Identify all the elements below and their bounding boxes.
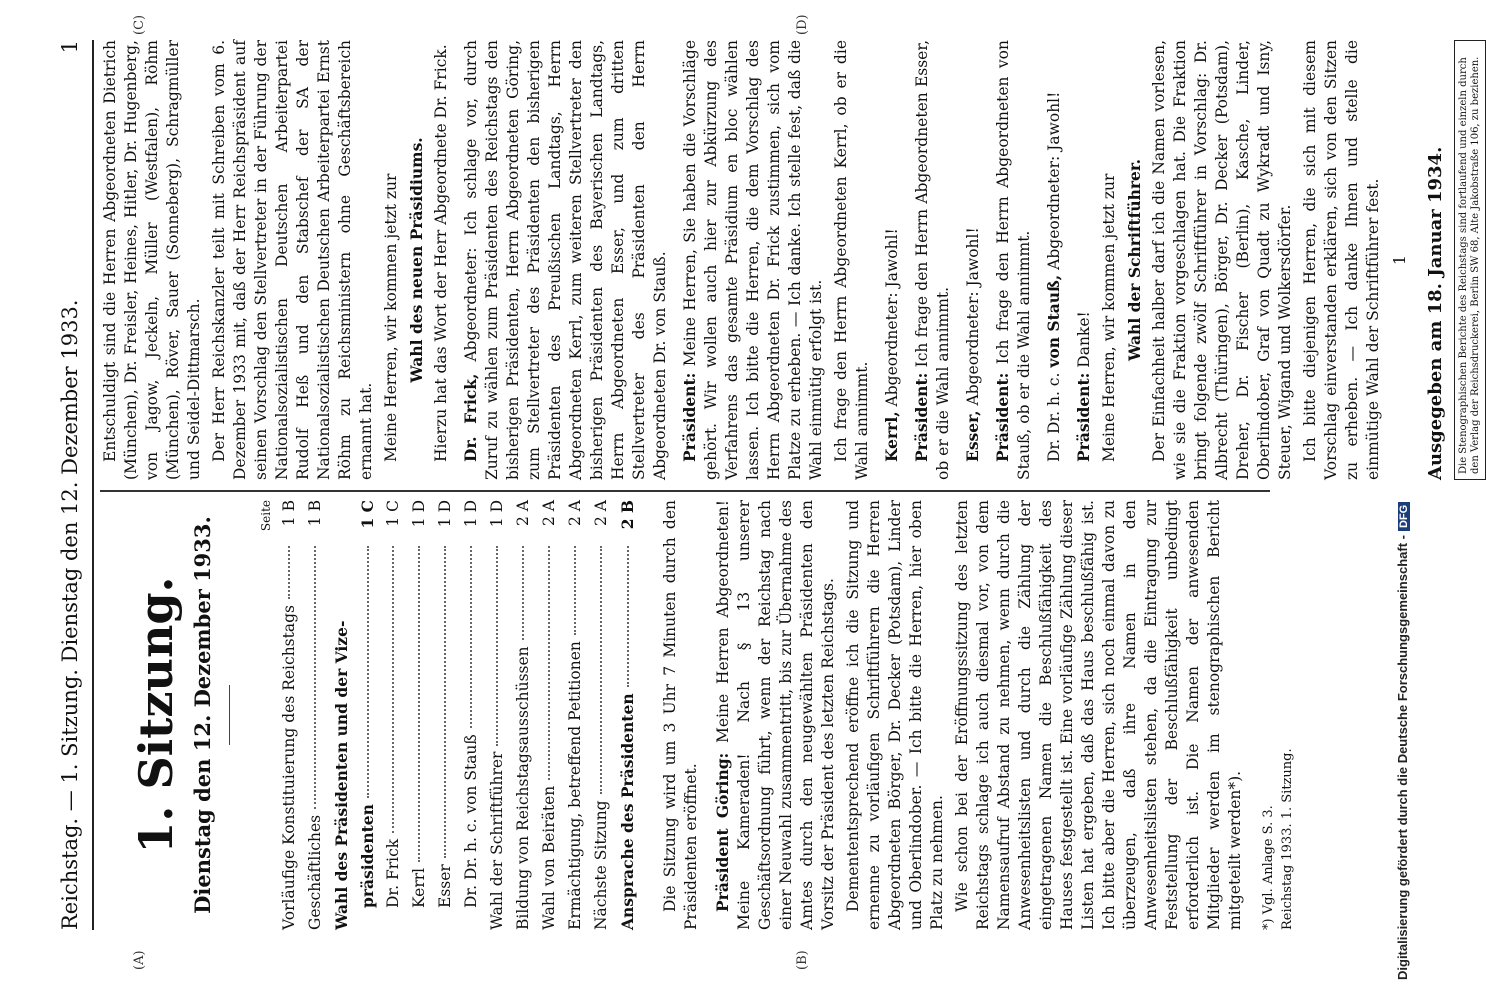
toc-entry-text: Wahl von Beiräten	[540, 785, 558, 930]
speaker-prefix: Dr. Dr. h. c.	[1045, 372, 1063, 462]
speech-paragraph: Ich frage den Herrn Abgeordneten Kerrl, ob er die Wahl annimmt.	[832, 40, 871, 480]
toc-entry-page: 2 B	[618, 500, 637, 530]
toc-entry	[461, 500, 482, 930]
toc-entry	[435, 500, 456, 930]
toc-entry-page: 1 D	[462, 500, 480, 528]
speech-frick	[460, 40, 671, 480]
toc-entry-page: 1 B	[280, 500, 298, 527]
speech-text: Abgeordneter: Jawohl!	[964, 227, 982, 406]
toc-entry	[409, 500, 430, 930]
toc-leader	[522, 546, 524, 640]
toc-leader	[392, 546, 394, 833]
vote-paragraph: Ich bitte diejenigen Herren, die sich mit diesem Vorschlag einverstanden erklären, sich von den Sitzen zu erheben. — Ich danke Ihnen und stelle die einmütige Wahl der Schriftführer fest.	[1301, 40, 1382, 480]
speech-text: Meine Herren, Sie haben die Vorschläge gehört. Wir wollen auch hier zur Abkürzung des Verfahrens das gesamte Präsidium en bloc wählen lassen. Ich bitte die Herren, die dem Vorschlag des Herrn Abgeordneten Dr. Frick zustimmen, sich vom Platze zu erheben. — Ich danke. Ich stelle fest, daß die Wahl einmütig erfolgt ist.	[681, 40, 825, 480]
toc-entry	[383, 500, 404, 930]
toc-entry-text: Dr. Dr. h. c. von Stauß	[462, 734, 480, 908]
toc-leader	[496, 546, 498, 746]
toc-entry	[617, 500, 638, 930]
speaker-name: von Stauß,	[1044, 274, 1063, 368]
toc-entry-text: Nächste Sitzung	[592, 800, 610, 930]
title-rule	[229, 685, 230, 745]
speech-praesident	[1073, 40, 1095, 480]
toc-entry-text: Ansprache des Präsidenten	[618, 693, 637, 930]
section-heading-praesidium: Wahl des neuen Präsidiums.	[407, 137, 426, 383]
speech-text: Abgeordneter: Jawohl!	[883, 228, 901, 407]
toc-entry	[539, 500, 560, 930]
toc-entry	[331, 500, 352, 930]
speech-text: Abgeordneter: Jawohl!	[1045, 91, 1063, 270]
toc-leader	[288, 546, 290, 599]
toc-entry-page: 2 A	[540, 500, 558, 526]
speech-paragraph: Demententsprechend eröffne ich die Sitzung und ernenne zu vorläufigen Schriftführern die Herren Abgeordneten Börger, Dr. Decker (Potsdam), Linder und Oberlindober. — Ich bitte die Herren, hier oben Platz zu nehmen.	[844, 500, 946, 930]
toc-entry-text: Esser	[436, 864, 454, 908]
toc-entry	[591, 500, 612, 930]
speech-kerrl	[881, 40, 903, 480]
speech-stauss	[1043, 40, 1065, 480]
toc-leader	[627, 546, 629, 687]
right-column	[100, 40, 1486, 480]
toc-leader	[470, 546, 472, 728]
header-page-number: 1	[58, 40, 82, 54]
toc-entry-page: 2 A	[514, 500, 532, 526]
header-title: Reichstag. — 1. Sitzung. Dienstag den 12. Dezember 1933.	[58, 299, 82, 930]
toc-leader	[548, 546, 550, 780]
session-title: 1. Sitzung.	[129, 576, 183, 854]
toc-entry-page: 1 B	[306, 500, 324, 527]
frick-intro: Hierzu hat das Wort der Herr Abgeordnete Dr. Frick.	[432, 44, 450, 462]
table-of-contents	[279, 500, 638, 930]
toc-entry-page: 1 D	[410, 500, 428, 528]
toc-entry	[357, 500, 378, 930]
speech-text: Abgeordneter: Ich schlage vor, durch Zuruf zu wählen zum Präsidenten des Reichstags den bisherigen Präsidenten, Herrn Abgeordneten Göring, zum Stellvertreter des Präsidenten den bisherigen Präsidenten des Preußischen Landtags, Herrn Abgeordneten Kerrl, zum weiteren Stellvertreter den bisherigen Präsidenten des Bayerischen Landtags, Herrn Abgeordneten Esser, und zum dritten Stellvertreter des Präsidenten den Herrn Abgeordneten Dr. von Stauß.	[462, 39, 669, 480]
margin-mark-d: (D)	[795, 14, 810, 35]
speaker-name: Präsident Göring:	[713, 752, 732, 912]
speech-paragraph	[712, 500, 839, 930]
sheet-number: 1	[1391, 255, 1409, 265]
margin-mark-c: (C)	[132, 14, 147, 35]
toc-entry	[565, 500, 586, 930]
toc-leader	[418, 546, 420, 862]
toc-leader	[444, 546, 446, 858]
opening-line: Die Sitzung wird um 3 Uhr 7 Minuten durch den Präsidenten eröffnet.	[661, 500, 700, 930]
toc-leader	[574, 546, 576, 635]
dfg-logo: DFG	[1398, 502, 1410, 531]
toc-entry-page: 1 D	[436, 500, 454, 528]
speaker-name: Präsident:	[680, 372, 699, 462]
chancellor-paragraph: Der Herr Reichskanzler teilt mit Schreiben vom 6. Dezember 1933 mit, daß der Herr Reichspräsident auf seinen Vorschlag den Stellvertreter in der Führung der Nationalsozialistischen Deutschen Arbeiterpartei Rudolf Heß und den Stabschef der SA der Nationalsozialistischen Deutschen Arbeiterpartei Ernst Röhm zu Reichsministern ohne Geschäftsbereich ernannt hat.	[210, 40, 375, 480]
digitization-credit	[1395, 502, 1410, 980]
speech-praesident	[679, 40, 827, 480]
credit-text: Digitalisierung gefördert durch die Deutsche Forschungsgemeinschaft -	[1395, 535, 1410, 980]
speaker-name: Esser,	[963, 410, 982, 462]
speech-text: Danke!	[1075, 311, 1093, 368]
running-header	[58, 40, 94, 930]
toc-leader	[314, 546, 316, 809]
column-divider	[100, 490, 1270, 492]
toc-entry-text: Wahl der Schriftführer	[488, 751, 506, 930]
toc-entry	[513, 500, 534, 930]
speech-text: Ich frage den Herrn Abgeordneten Esser, ob er die Wahl annimmt.	[913, 40, 952, 480]
speech-praesident	[992, 40, 1035, 480]
excused-paragraph: Entschuldigt sind die Herren Abgeordneten Dietrich (München), Dr. Freisler, Heines, Hitler, Dr. Hugenberg, von Jagow, Jeckeln, Müller (Westfalen), Röhm (München), Röver, Sauer (Sonneberg), Schragmüller und Seidel-Dittmarsch.	[101, 40, 203, 480]
publisher-imprint: Die Stenographischen Berichte des Reichstags sind fortlaufend und einzeln durch den Verlag der Reichsdruckerei, Berlin SW 68, Alte Jakobstraße 106, zu beziehen.	[1454, 40, 1486, 480]
toc-entry-text: Dr. Frick	[384, 838, 402, 908]
toc-entry-page: 2 A	[592, 500, 610, 526]
toc-entry-page: 1 C	[358, 500, 377, 529]
toc-entry-text: Vorläufige Konstituierung des Reichstags	[280, 605, 298, 930]
toc-entry-text: Geschäftliches	[306, 814, 324, 930]
toc-entry-page: 1 D	[488, 500, 506, 528]
nominees-paragraph: Der Einfachheit halber darf ich die Namen vorlesen, wie sie die Fraktion vorgeschlagen hat. Die Fraktion bringt folgende zwölf Schriftführer in Vorschlag: Dr. Albrecht (Thüringen), Börger, Dr. Decker (Potsdam), Dreher, Dr. Fischer (Berlin), Kasche, Linder, Oberlindober, Graf von Quadt zu Wykradt und Isny, Steuer, Wigand und Wolkersdörfer.	[1150, 40, 1294, 480]
speech-text: Ich frage den Herrn Abgeordneten von Stauß, ob er die Wahl annimmt.	[994, 40, 1033, 480]
toc-entry	[305, 500, 326, 930]
toc-leader	[367, 546, 369, 798]
margin-mark-a: (A)	[132, 950, 147, 970]
toc-entry-text: Bildung von Reichstagsausschüssen	[514, 646, 532, 930]
speaker-name: Präsident:	[912, 372, 931, 462]
footer-note: Reichstag 1933. 1. Sitzung.	[1280, 748, 1295, 930]
toc-entry-text: Wahl des Präsidenten und der Vize-	[332, 620, 351, 930]
speaker-name: Dr. Frick,	[461, 373, 480, 462]
section-heading-schriftfuehrer: Wahl der Schriftführer.	[1125, 158, 1144, 362]
speech-text: Meine Herren Abgeordneten! Meine Kameraden! Nach § 13 unserer Geschäftsordnung führt, wenn der Reichstag nach einer Neuwahl zusammentritt, bis zur Übernahme des Amtes durch den neugewählten Präsidenten den Vorsitz der Präsident des letzten Reichstags.	[714, 500, 837, 930]
speech-esser	[962, 40, 984, 480]
seite-label: Seite	[259, 500, 273, 532]
toc-entry	[487, 500, 508, 930]
speaker-name: Präsident:	[993, 372, 1012, 462]
transition-text: Meine Herren, wir kommen jetzt zur	[382, 173, 400, 462]
toc-entry-text: Kerrl	[410, 867, 428, 908]
toc-entry-page: 2 A	[566, 500, 584, 526]
margin-mark-b: (B)	[795, 950, 810, 970]
left-column	[110, 500, 1296, 930]
issue-date: Ausgegeben am 18. Januar 1934.	[1425, 146, 1446, 480]
toc-entry	[279, 500, 300, 930]
speaker-name: Präsident:	[1074, 372, 1093, 462]
toc-entry-text: Ermächtigung, betreffend Petitionen	[566, 641, 584, 930]
speaker-name: Kerrl,	[882, 411, 901, 462]
footnote: *) Vgl. Anlage S. 3.	[1261, 805, 1276, 930]
toc-leader	[600, 546, 602, 794]
toc-entry-text: präsidenten	[358, 804, 377, 908]
session-date: Dienstag den 12. Dezember 1933.	[190, 516, 215, 914]
toc-entry-page: 1 C	[384, 500, 402, 527]
speech-praesident	[911, 40, 954, 480]
speech-paragraph: Wie schon bei der Eröffnungssitzung des letzten Reichstags schlage ich auch diesmal vor, von dem Namensaufruf Abstand zu nehmen, wenn durch die Anwesenheitslisten und durch die Zählung der eingetragenen Namen die Beschlußfähigkeit des Hauses festgestellt ist. Eine vorläufige Zählung dieser Listen hat ergeben, daß das Haus beschlußfähig ist. Ich bitte aber die Herren, sich noch einmal davon zu überzeugen, daß ihre Namen in den Anwesenheitslisten stehen, da die Eintragung zur Feststellung der Beschlußfähigkeit unbedingt erforderlich ist. Die Namen der anwesenden Mitglieder werden im stenographischen Bericht mitgeteilt werden*).	[953, 500, 1244, 930]
transition-text: Meine Herren, wir kommen jetzt zur	[1100, 173, 1118, 462]
